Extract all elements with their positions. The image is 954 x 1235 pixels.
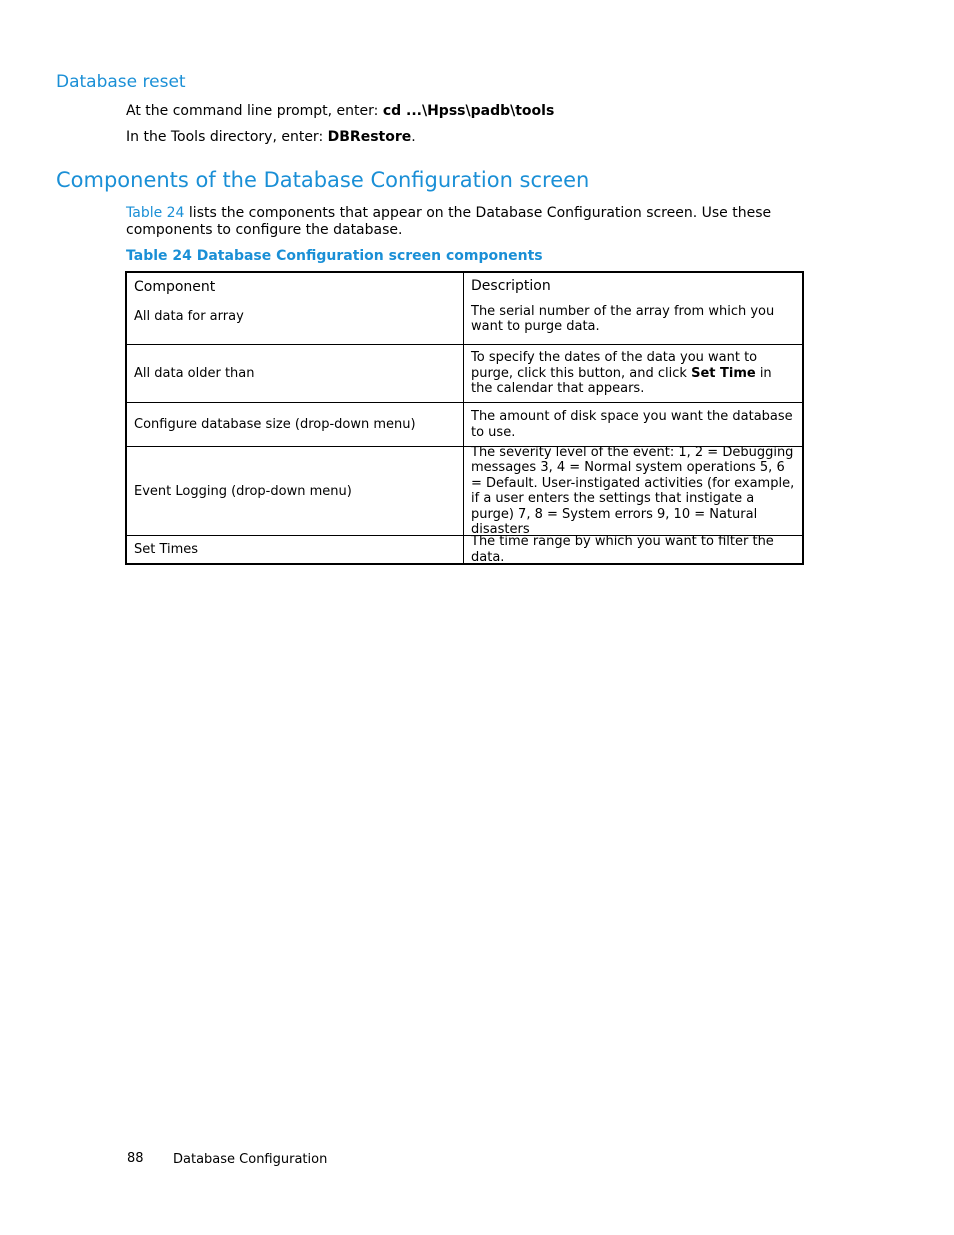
- table-caption: Table 24 Database Configuration screen components: [126, 248, 543, 264]
- component-name: All data for array: [134, 309, 244, 324]
- component-description: The amount of disk space you want the database to use.: [471, 409, 793, 440]
- step-2-command: DBRestore: [327, 129, 412, 145]
- table-cell-component: [127, 403, 464, 446]
- component-name: Set Times: [134, 542, 199, 557]
- components-table: [125, 271, 804, 565]
- intro-paragraph: [126, 205, 836, 239]
- component-description: The severity level of the event: 1, 2 = Debugging messages 3, 4 = Normal system operations 5, 6 = Default. User-instigated activities (for example, if a user enters the settings that instigate a purge) 7, 8 = System errors 9, 10 = Natural disasters: [471, 444, 795, 537]
- footer-chapter-title: Database Configuration: [173, 1152, 328, 1167]
- component-description: The serial number of the array from which you want to purge data.: [471, 303, 775, 334]
- component-description: The time range by which you want to filter the data.: [471, 534, 774, 565]
- table-cell-description: [464, 273, 802, 344]
- intro-text: lists the components that appear on the Database Configuration screen. Use these components to configure the database.: [126, 205, 772, 238]
- component-description: [471, 350, 795, 397]
- table-row: [127, 273, 802, 344]
- table-cell-component: [127, 536, 464, 563]
- step-command-prompt: [126, 103, 554, 119]
- section-title-database-reset: Database reset: [56, 72, 186, 92]
- table-cell-component: [127, 273, 464, 344]
- table-cell-description: [464, 444, 802, 537]
- page-number: 88: [127, 1151, 144, 1166]
- table-row: [127, 535, 802, 563]
- table-cell-component: [127, 447, 464, 535]
- table-row: [127, 344, 802, 402]
- component-name: Configure database size (drop-down menu): [134, 417, 416, 432]
- table-cell-description: [464, 536, 802, 563]
- description-text: in the calendar that appears.: [471, 365, 772, 397]
- component-name: All data older than: [134, 366, 255, 381]
- step-1-text: At the command line prompt, enter:: [126, 103, 379, 119]
- description-text: To specify the dates of the data you want to purge, click this button, and click: [471, 350, 758, 381]
- table-row: [127, 446, 802, 535]
- component-name: Event Logging (drop-down menu): [134, 483, 352, 499]
- table-cell-component: [127, 345, 464, 402]
- column-header-description: Description: [471, 278, 551, 294]
- section-title-components: Components of the Database Configuration screen: [56, 168, 590, 192]
- column-header-component: Component: [134, 279, 216, 295]
- table-cell-description: [464, 345, 802, 402]
- table-row: [127, 402, 802, 446]
- step-tools-directory: [126, 129, 416, 145]
- table-cell-description: [464, 403, 802, 446]
- step-2-suffix: .: [411, 129, 416, 145]
- step-1-command: cd ...\Hpss\padb\tools: [382, 103, 555, 119]
- table-24-link[interactable]: Table 24: [126, 205, 185, 221]
- set-time-label: Set Time: [691, 365, 756, 381]
- step-2-text: In the Tools directory, enter:: [126, 129, 324, 145]
